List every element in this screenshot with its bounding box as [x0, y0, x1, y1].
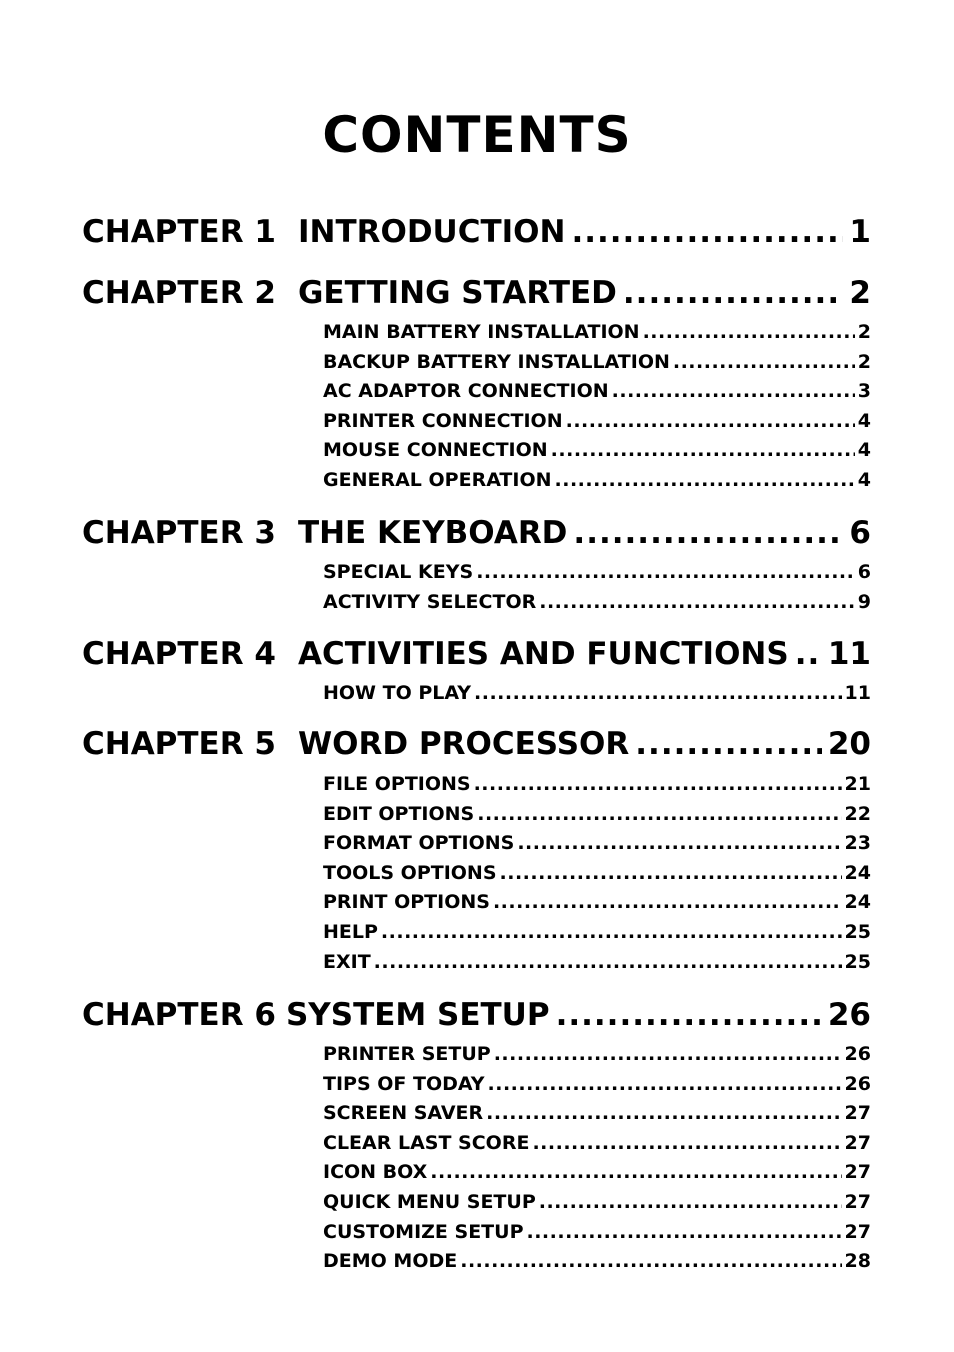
chapter-page-number: 26 [827, 997, 871, 1033]
chapter-entry [82, 273, 871, 313]
section-page-number: 26 [844, 1043, 871, 1065]
dot-leader [430, 1158, 841, 1186]
section-page-number: 27 [844, 1191, 871, 1213]
dot-leader [532, 1129, 841, 1157]
section-title: TOOLS OPTIONS [323, 862, 497, 884]
chapter-entry [82, 995, 871, 1035]
section-page-number: 4 [857, 469, 871, 491]
section-page-number: 27 [844, 1161, 871, 1183]
dot-leader [374, 948, 842, 976]
section-entry [323, 377, 871, 405]
chapter-entry [82, 212, 871, 252]
chapter-label: CHAPTER 3 [82, 515, 276, 551]
section-entry [323, 800, 871, 828]
section-title: SPECIAL KEYS [323, 561, 474, 583]
chapter-label: CHAPTER 1 [82, 214, 276, 250]
section-title: MAIN BATTERY INSTALLATION [323, 321, 640, 343]
section-entry [323, 588, 871, 616]
dot-leader [474, 770, 842, 798]
section-entry [323, 1158, 871, 1186]
chapter-title: THE KEYBOARD [297, 515, 568, 551]
section-title: CLEAR LAST SCORE [323, 1132, 530, 1154]
section-entry [323, 918, 871, 946]
dot-leader [539, 588, 855, 616]
dot-leader [555, 466, 855, 494]
section-title: EDIT OPTIONS [323, 803, 475, 825]
section-page-number: 9 [857, 591, 871, 613]
section-entry [323, 318, 871, 346]
chapter-page-number: 6 [849, 515, 871, 551]
chapter-label: CHAPTER 5 [82, 726, 276, 762]
chapter-title: GETTING STARTED [297, 275, 617, 311]
section-page-number: 27 [844, 1102, 871, 1124]
section-entry [323, 558, 871, 586]
section-title: FORMAT OPTIONS [323, 832, 515, 854]
dot-leader [494, 1040, 842, 1068]
section-title: FILE OPTIONS [323, 773, 471, 795]
section-page-number: 11 [844, 682, 871, 704]
section-title: PRINTER CONNECTION [323, 410, 563, 432]
section-entry [323, 1247, 871, 1275]
section-entry [323, 407, 871, 435]
section-page-number: 23 [844, 832, 871, 854]
dot-leader [643, 318, 855, 346]
chapter-entry [82, 634, 871, 674]
section-title: HOW TO PLAY [323, 682, 472, 704]
dot-leader [635, 724, 822, 764]
dot-leader [623, 273, 844, 313]
dot-leader [460, 1247, 841, 1275]
section-page-number: 25 [844, 921, 871, 943]
section-page-number: 4 [857, 439, 871, 461]
section-page-number: 2 [857, 321, 871, 343]
section-entry [323, 948, 871, 976]
dot-leader [500, 859, 842, 887]
section-page-number: 28 [844, 1250, 871, 1272]
section-page-number: 25 [844, 951, 871, 973]
chapter-page-number: 1 [849, 214, 871, 250]
section-entry [323, 1188, 871, 1216]
page-title: CONTENTS [322, 106, 632, 164]
section-title: PRINT OPTIONS [323, 891, 490, 913]
chapter-title: SYSTEM SETUP [285, 997, 550, 1033]
section-entry [323, 888, 871, 916]
section-page-number: 26 [844, 1073, 871, 1095]
section-title: SCREEN SAVER [323, 1102, 484, 1124]
section-title: ICON BOX [323, 1161, 428, 1183]
dot-leader [477, 800, 841, 828]
section-title: EXIT [323, 951, 371, 973]
section-entry [323, 770, 871, 798]
chapter-label: CHAPTER 6 [82, 997, 276, 1033]
dot-leader [573, 513, 843, 553]
section-entry [323, 859, 871, 887]
section-title: QUICK MENU SETUP [323, 1191, 536, 1213]
section-page-number: 24 [844, 862, 871, 884]
dot-leader [476, 558, 855, 586]
section-title: TIPS OF TODAY [323, 1073, 485, 1095]
dot-leader [571, 212, 843, 252]
section-page-number: 22 [844, 803, 871, 825]
section-title: BACKUP BATTERY INSTALLATION [323, 351, 670, 373]
section-title: DEMO MODE [323, 1250, 458, 1272]
chapter-label: CHAPTER 2 [82, 275, 276, 311]
chapter-title: WORD PROCESSOR [297, 726, 630, 762]
section-title: AC ADAPTOR CONNECTION [323, 380, 609, 402]
chapter-entry [82, 724, 871, 764]
chapter-label: CHAPTER 4 [82, 636, 276, 672]
chapter-page-number: 11 [827, 636, 871, 672]
section-entry [323, 348, 871, 376]
chapter-page-number: 2 [849, 275, 871, 311]
chapter-title: ACTIVITIES AND FUNCTIONS [297, 636, 789, 672]
dot-leader [673, 348, 855, 376]
section-page-number: 6 [857, 561, 871, 583]
dot-leader [527, 1218, 842, 1246]
section-entry [323, 466, 871, 494]
section-entry [323, 1218, 871, 1246]
section-title: HELP [323, 921, 378, 943]
section-entry [323, 679, 871, 707]
dot-leader [566, 407, 855, 435]
section-entry [323, 436, 871, 464]
section-entry [323, 1070, 871, 1098]
chapter-title: INTRODUCTION [297, 214, 566, 250]
section-entry [323, 1099, 871, 1127]
dot-leader [556, 995, 822, 1035]
dot-leader [381, 918, 842, 946]
section-page-number: 2 [857, 351, 871, 373]
dot-leader [539, 1188, 842, 1216]
chapter-entry [82, 513, 871, 553]
dot-leader [493, 888, 842, 916]
section-title: ACTIVITY SELECTOR [323, 591, 537, 613]
section-page-number: 27 [844, 1132, 871, 1154]
section-title: MOUSE CONNECTION [323, 439, 548, 461]
chapter-page-number: 20 [827, 726, 871, 762]
section-entry [323, 1129, 871, 1157]
dot-leader [612, 377, 855, 405]
section-page-number: 21 [844, 773, 871, 795]
dot-leader [551, 436, 855, 464]
dot-leader [488, 1070, 842, 1098]
dot-leader [517, 829, 841, 857]
section-title: CUSTOMIZE SETUP [323, 1221, 524, 1243]
section-entry [323, 829, 871, 857]
dot-leader [486, 1099, 841, 1127]
section-page-number: 4 [857, 410, 871, 432]
dot-leader [795, 634, 822, 674]
section-page-number: 24 [844, 891, 871, 913]
section-title: PRINTER SETUP [323, 1043, 491, 1065]
section-page-number: 3 [857, 380, 871, 402]
dot-leader [474, 679, 842, 707]
section-entry [323, 1040, 871, 1068]
section-page-number: 27 [844, 1221, 871, 1243]
section-title: GENERAL OPERATION [323, 469, 552, 491]
